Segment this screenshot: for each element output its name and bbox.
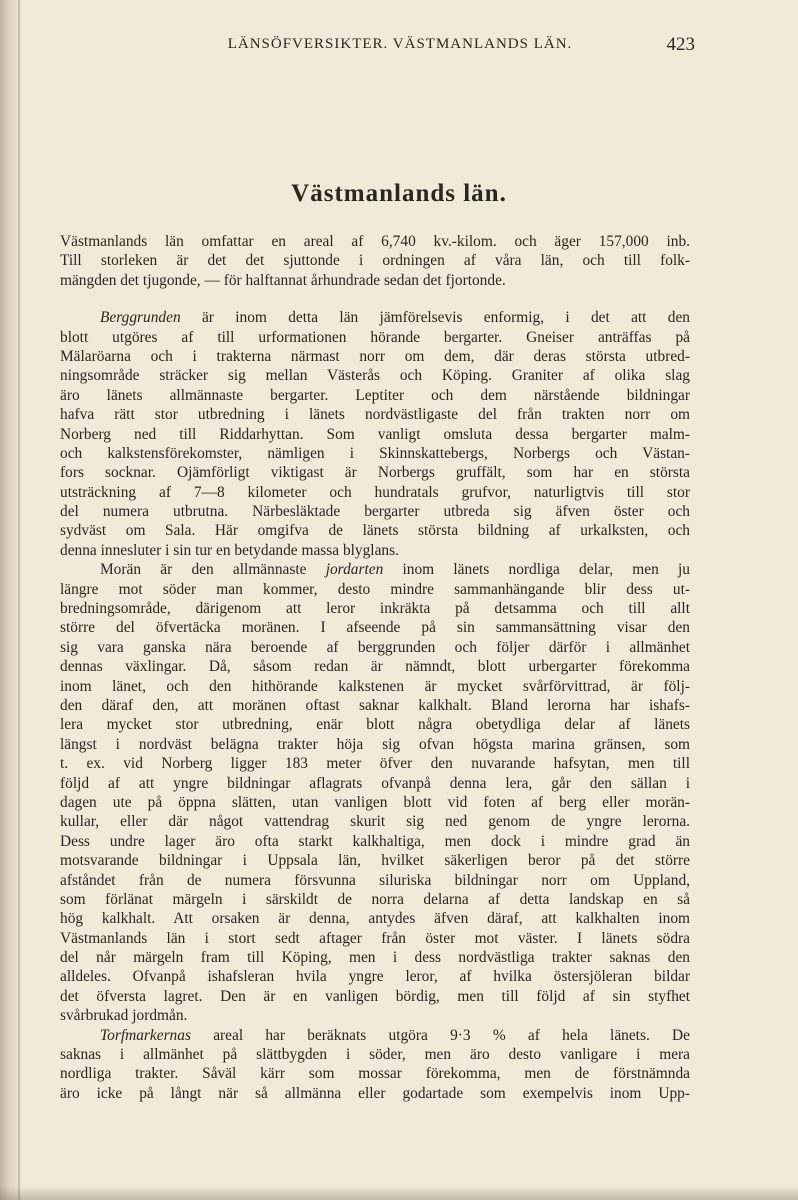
text-line: lera mycket stor utbredning, enär blott några obetydliga delar af länets (60, 716, 690, 734)
text-line: Västmanlands län omfattar en areal af 6,740 kv.-kilom. och äger 157,000 inb. (60, 233, 690, 250)
text-line: Till storleken är det det sjuttonde i ordningen af våra län, och till folk- (60, 252, 690, 270)
text-line: hög kalkhalt. Att orsaken är denna, antydes äfven däraf, att kalkhalten inom (60, 910, 690, 928)
italic-term: jordarten (325, 561, 384, 579)
text-line: följd af att yngre bildningar aflagrats ofvanpå denna lera, går den sällan i (60, 774, 690, 792)
text-line: sig vara ganska nära beroende af berggrunden och följer därför i allmänhet (60, 638, 690, 656)
text-line: motsvarande bildningar i Uppsala län, hvilket säkerligen beror på det större (60, 852, 690, 870)
text-line: äro länets allmännaste bergarter. Leptiter och dem närstående bildningar (60, 386, 690, 404)
text-line (100, 1026, 690, 1045)
paragraph-intro (60, 232, 690, 290)
section-title: Västmanlands län. (291, 180, 507, 207)
text-line: sydväst om Sala. Här omgifva de länets största bildning af urkalksten, och (60, 522, 690, 540)
text-line: Västmanlands län i stort sedt aftager från öster mot väster. I länets södra (60, 929, 690, 947)
text-line: äro icke på långt när så allmänna eller godartade som exempelvis inom Upp- (60, 1084, 690, 1102)
text-line (100, 560, 690, 579)
text-line: som förlänat märgeln i särskildt de norra delarna af detta landskap en så (60, 890, 690, 908)
text-line: del når märgeln fram till Köping, men i dess nordvästliga trakter saknas den (60, 949, 690, 967)
line-text: areal har beräknats utgöra 9·3 % af hela länets. De (190, 1026, 690, 1044)
text-line: blott utgöres af till urformationen hörande bergarter. Gneiser anträffas på (60, 328, 690, 346)
line-text: är inom detta län jämförelsevis enformig, i det att den (180, 309, 690, 327)
text-line: afståndet från de numera försvunna siluriska bildningar norr om Uppland, (60, 871, 690, 889)
italic-term: Torfmarkernas (100, 1026, 191, 1044)
running-header (105, 34, 695, 56)
text-line: Norberg ned till Riddarhyttan. Som vanligt omsluta dessa bergarter malm- (60, 425, 690, 443)
text-line: utsträckning af 7—8 kilometer och hundratals grufvor, naturligtvis till stor (60, 483, 690, 501)
text-line: dagen ute på öppna slätten, utan vanligen blott vid foten af berg eller morän- (60, 793, 690, 811)
text-line: längre mot söder man kommer, desto mindre sammanhängande blir dess ut- (60, 580, 690, 598)
text-line: Dess undre lager äro ofta starkt kalkhaltiga, men dock i mindre grad än (60, 832, 690, 850)
text-line: och kalkstensförekomster, nämligen i Skinnskattebergs, Norbergs och Västan- (60, 444, 690, 462)
line-text: Morän är den allmännaste (100, 561, 326, 579)
paragraph-jordarten (60, 560, 690, 1025)
text-line: saknas i allmänhet på slättbygden i söder, men äro desto vanligare i mera (60, 1046, 690, 1064)
paragraph-berggrunden (60, 308, 690, 560)
text-line: t. ex. vid Norberg ligger 183 meter öfver den nuvarande hafsytan, men till (60, 755, 690, 773)
paragraph-torfmarkerna (60, 1026, 690, 1104)
text-line (100, 308, 690, 327)
text-line: inom länet, och den hithörande kalkstenen är mycket svårförvittrad, är följ- (60, 677, 690, 695)
text-line: hafva rätt stor utbredning i länets nordvästligaste del från trakten norr om (60, 406, 690, 424)
line-text: inom länets nordliga delar, men ju (383, 561, 690, 579)
text-line: bredningsområde, därigenom att leror inkräkta på detsamma och till allt (60, 600, 690, 618)
running-title: LÄNSÖFVERSIKTER. VÄSTMANLANDS LÄN. (227, 36, 573, 52)
text-line: dennas växlingar. Då, såsom redan är nämndt, blott urbergarter förekomma (60, 658, 690, 676)
text-line: större del öfvertäcka moränen. I afseende på sin sammansättning visar den (60, 619, 690, 637)
text-line: denna innesluter i sin tur en betydande massa blyglans. (60, 541, 399, 559)
text-line: alldeles. Ofvanpå ishafsleran hvila yngre leror, af hvilka östersjöleran bildar (60, 968, 690, 986)
body-text (60, 232, 690, 1103)
text-line: mängden det tjugonde, — för halftannat århundrade sedan det fjortonde. (60, 271, 506, 289)
text-line: ningsområde sträcker sig mellan Västerås och Köping. Graniter af olika slag (60, 367, 690, 385)
text-line: längst i nordväst belägna trakter höja sig ofvan högsta marina gränsen, som (60, 735, 690, 753)
text-line: svårbrukad jordmån. (60, 1007, 188, 1025)
text-line: del numera utbrutna. Närbesläktade bergarter utbreda sig äfven öster och (60, 503, 690, 521)
text-line: det öfversta lagret. Den är en vanligen bördig, men till följd af sin styfhet (60, 987, 690, 1005)
text-line: fors socknar. Ojämförligt viktigast är Norbergs gruffält, som har en största (60, 464, 690, 482)
text-line: kullar, eller där något vattendrag skurit sig ned genom de yngre lerorna. (60, 813, 690, 831)
page-bottom-shadow (0, 1186, 798, 1200)
page-number: 423 (666, 34, 695, 55)
text-line: nordliga trakter. Såväl kärr som mossar förekomma, men de förstnämnda (60, 1065, 690, 1083)
text-line: den däraf den, att moränen oftast saknar kalkhalt. Bland lerorna har ishafs- (60, 696, 690, 714)
text-line: Mälaröarna och i trakterna närmast norr om dem, där deras största utbred- (60, 347, 690, 365)
italic-term: Berggrunden (100, 309, 181, 327)
